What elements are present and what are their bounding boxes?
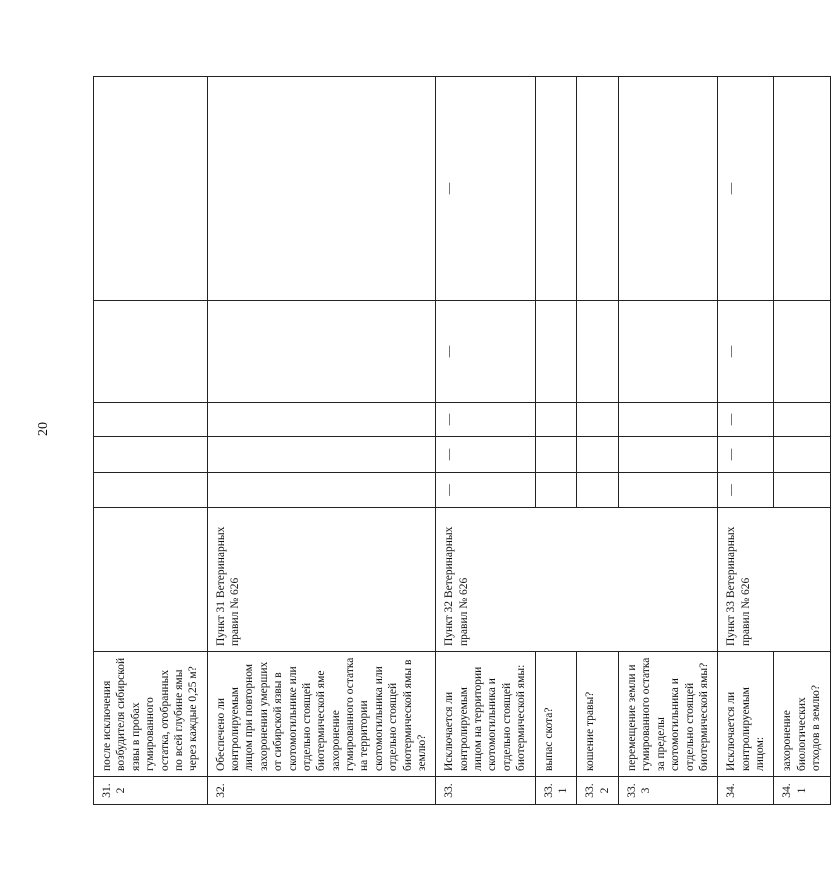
- comment-cell[interactable]: [577, 77, 619, 301]
- answer-no-cell[interactable]: [619, 437, 718, 473]
- table-row: [94, 77, 208, 805]
- answer-yes-cell[interactable]: [94, 473, 208, 508]
- table-row: [436, 77, 535, 805]
- row-number: 32.: [207, 777, 436, 805]
- table-row: [619, 77, 718, 805]
- answer-yes-cell[interactable]: —: [718, 473, 774, 508]
- answer-no-cell[interactable]: [207, 437, 436, 473]
- answer-na-cell[interactable]: —: [436, 403, 535, 437]
- checklist-table: [93, 76, 831, 805]
- row-number: 33.: [436, 777, 535, 805]
- question-text: перемещение земли и гумированного остатка за пределы скотомогильника и отдельно стоящей биотермической ямы?: [619, 652, 718, 777]
- note-cell[interactable]: —: [718, 301, 774, 403]
- table-row: [774, 77, 830, 805]
- question-text: кошение травы?: [577, 652, 619, 777]
- question-text: захоронение биологических отходов в землю?: [774, 652, 830, 777]
- comment-cell[interactable]: [94, 77, 208, 301]
- row-number: 33.2: [577, 777, 619, 805]
- answer-yes-cell[interactable]: [535, 473, 577, 508]
- question-text: Исключается ли контролируемым лицом:: [718, 652, 774, 777]
- note-cell[interactable]: [774, 301, 830, 403]
- note-cell[interactable]: [619, 301, 718, 403]
- row-number: 31.2: [94, 777, 208, 805]
- comment-cell[interactable]: [535, 77, 577, 301]
- row-number: 34.: [718, 777, 774, 805]
- answer-na-cell[interactable]: —: [718, 403, 774, 437]
- checklist-table-container: [93, 77, 823, 805]
- answer-no-cell[interactable]: —: [436, 437, 535, 473]
- answer-yes-cell[interactable]: —: [436, 473, 535, 508]
- note-cell[interactable]: —: [436, 301, 535, 403]
- question-text: Исключается ли контролируемым лицом на территории скотомогильника и отдельно стоящей биотермической ямы:: [436, 652, 535, 777]
- table-row: [577, 77, 619, 805]
- table-row: [718, 77, 774, 805]
- row-number: 33.3: [619, 777, 718, 805]
- page-number: 20: [36, 422, 51, 436]
- row-number: 34.1: [774, 777, 830, 805]
- answer-na-cell[interactable]: [619, 403, 718, 437]
- note-cell[interactable]: [207, 301, 436, 403]
- row-number: 33.1: [535, 777, 577, 805]
- answer-na-cell[interactable]: [207, 403, 436, 437]
- answer-yes-cell[interactable]: [207, 473, 436, 508]
- comment-cell[interactable]: [619, 77, 718, 301]
- answer-yes-cell[interactable]: [619, 473, 718, 508]
- answer-na-cell[interactable]: [535, 403, 577, 437]
- table-row: [207, 77, 436, 805]
- question-text: выпас скота?: [535, 652, 577, 777]
- note-cell[interactable]: [577, 301, 619, 403]
- reference-cell: Пункт 31 Ветеринарных правил № 626: [207, 508, 436, 652]
- note-cell[interactable]: [94, 301, 208, 403]
- answer-no-cell[interactable]: —: [718, 437, 774, 473]
- question-text: после исключения возбудителя сибирской язвы в пробах гумированного остатка, отобранных по всей глубине ямы через каждые 0,25 м?: [94, 652, 208, 777]
- answer-na-cell[interactable]: [94, 403, 208, 437]
- comment-cell[interactable]: [207, 77, 436, 301]
- question-text: Обеспечено ли контролируемым лицом при повторном захоронении умерших от сибирской язвы в скотомогильнике или отдельно стоящей биотермической яме захоронение гумированного остатка на территории скотомогильника или отдельно стоящей биотермической ямы в землю?: [207, 652, 436, 777]
- answer-na-cell[interactable]: [577, 403, 619, 437]
- reference-cell: Пункт 32 Ветеринарных правил № 626: [436, 508, 718, 652]
- answer-yes-cell[interactable]: [577, 473, 619, 508]
- note-cell[interactable]: [535, 301, 577, 403]
- answer-no-cell[interactable]: [535, 437, 577, 473]
- comment-cell[interactable]: —: [718, 77, 774, 301]
- answer-no-cell[interactable]: [577, 437, 619, 473]
- answer-no-cell[interactable]: [94, 437, 208, 473]
- table-row: [535, 77, 577, 805]
- comment-cell[interactable]: [774, 77, 830, 301]
- reference-cell: [94, 508, 208, 652]
- answer-no-cell[interactable]: [774, 437, 830, 473]
- answer-yes-cell[interactable]: [774, 473, 830, 508]
- answer-na-cell[interactable]: [774, 403, 830, 437]
- reference-cell: Пункт 33 Ветеринарных правил № 626: [718, 508, 830, 652]
- comment-cell[interactable]: —: [436, 77, 535, 301]
